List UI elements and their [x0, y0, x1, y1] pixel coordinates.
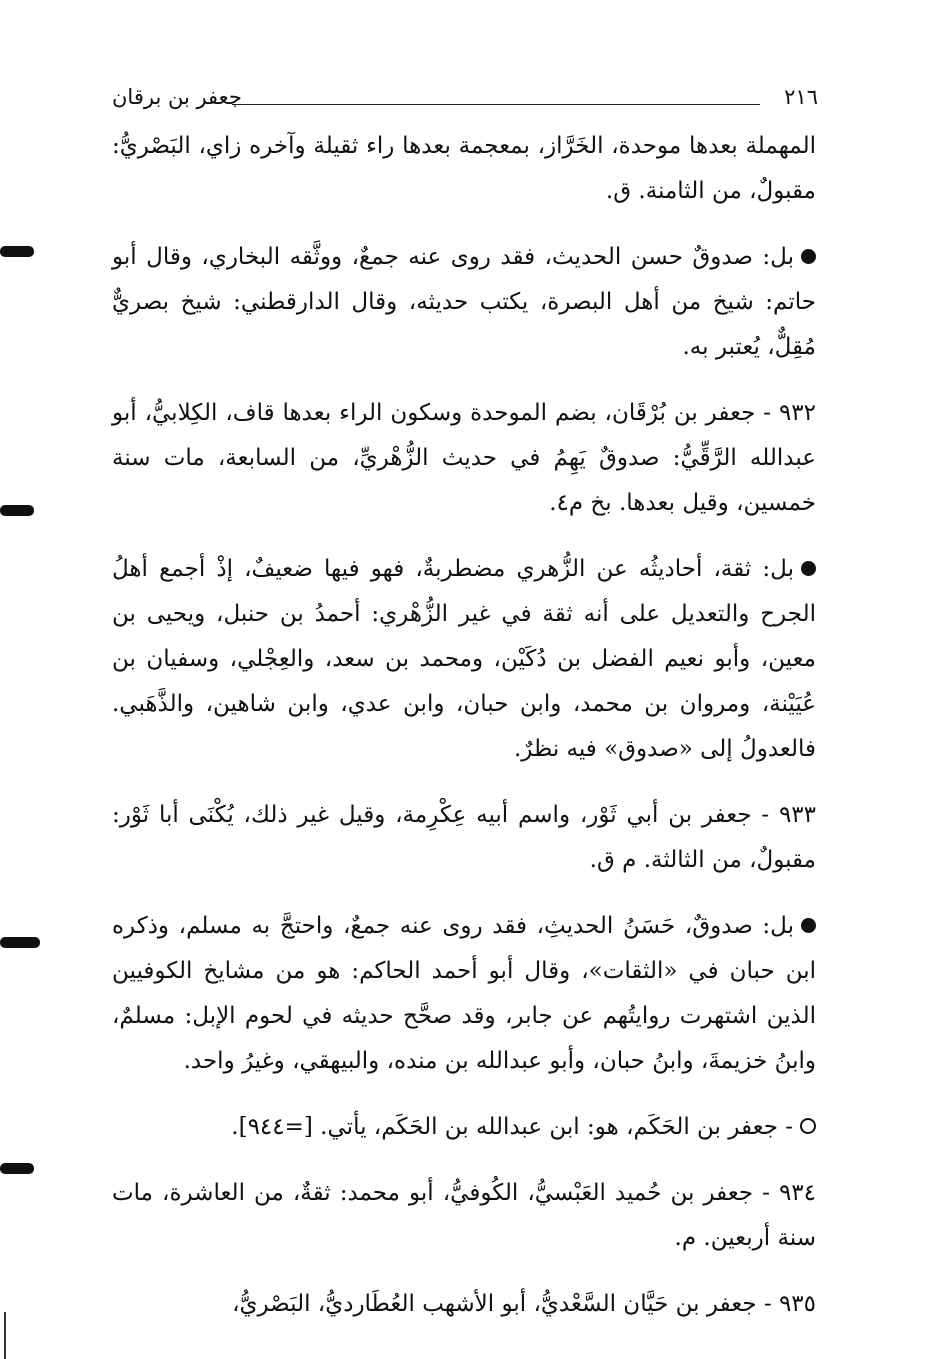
margin-mark: [0, 246, 34, 257]
entry-text: ٩٣٢ - جعفر بن بُرْقَان، بضم الموحدة وسكون الراء بعدها قاف، الكِلابيُّ، أبو عبدالله الرَّقِّيُّ: صدوقٌ يَهِمُ في حديث الزُّهْريِّ، من السابعة، مات سنة خمسين، وقيل بعدها. بخ م٤.: [112, 400, 816, 516]
bullet-icon: [801, 249, 816, 264]
margin-mark: [0, 1163, 34, 1174]
margin-mark: [0, 505, 34, 516]
note-text: بل: صدوقٌ، حَسَنُ الحديثِ، فقد روى عنه جمعٌ، واحتجَّ به مسلم، وذكره ابن حبان في «الثقات»، وقال أبو أحمد الحاكم: هو من مشايخ الكوفيين الذين اشتهرت روايتُهم عن جابر، وقد صحَّح حديثه في لحوم الإبل: مسلمٌ، وابنُ خزيمةَ، وابنُ حبان، وأبو عبدالله بن منده، والبيهقي، وغيرُ واحد.: [112, 913, 816, 1074]
entry-935: [112, 1282, 816, 1327]
page-header: [112, 84, 818, 114]
entry-text: ٩٣٣ - جعفر بن أبي ثَوْر، واسم أبيه عِكْرِمة، وقيل غير ذلك، يُكْنَى أبا ثَوْر: مقبولٌ، من الثالثة. م ق.: [112, 802, 816, 873]
page-body: [112, 124, 816, 1327]
entry-933: [112, 793, 816, 883]
margin-mark: [0, 937, 40, 948]
note-text: بل: صدوقٌ حسن الحديث، فقد روى عنه جمعٌ، ووثَّقه البخاري، وقال أبو حاتم: شيخ من أهل البصرة، يكتب حديثه، وقال الدارقطني: شيخ بصريٌّ مُقِلٌّ، يُعتبر به.: [112, 244, 816, 360]
entry-934: [112, 1171, 816, 1261]
entry-932: [112, 391, 816, 526]
scan-edge-line: [4, 1312, 6, 1359]
entry-text: ٩٣٤ - جعفر بن حُميد العَبْسيُّ، الكُوفيُّ، أبو محمد: ثقةٌ، من العاشرة، مات سنة أربعين. م.: [112, 1180, 816, 1251]
running-title: جعفر بن برقان: [112, 85, 242, 109]
editor-note: [112, 547, 816, 772]
ring-icon: [800, 1118, 816, 1134]
page-number: ٢١٦: [784, 85, 818, 109]
note-text: بل: ثقة، أحاديثُه عن الزُّهري مضطربةٌ، فهو فيها ضعيفٌ، إذْ أجمع أهلُ الجرح والتعديل على أنه ثقة في غير الزُّهْري: أحمدُ بن حنبل، ويحيى بن معين، وأبو نعيم الفضل بن دُكَيْن، ومحمد بن سعد، والعِجْلي، وسفيان بن عُيَيْنة، ومروان بن محمد، وابن حبان، وابن عدي، وابن شاهين، والذَّهَبي. فالعدولُ إلى «صدوق» فيه نظرٌ.: [112, 556, 816, 762]
entry-continuation: [112, 124, 816, 214]
editor-note: [112, 235, 816, 370]
cross-reference: [112, 1105, 816, 1150]
bullet-icon: [801, 561, 816, 576]
editor-note: [112, 904, 816, 1084]
cross-reference-text: - جعفر بن الحَكَم، هو: ابن عبدالله بن الحَكَم، يأتي. [=٩٤٤].: [231, 1114, 793, 1140]
entry-text: ٩٣٥ - جعفر بن حَيَّان السَّعْديُّ، أبو الأشهب العُطَارديُّ، البَصْريُّ،: [232, 1291, 816, 1317]
bullet-icon: [801, 918, 816, 933]
header-rule: [232, 104, 760, 105]
entry-text: المهملة بعدها موحدة، الخَرَّاز، بمعجمة بعدها راء ثقيلة وآخره زاي، البَصْريُّ: مقبولٌ، من الثامنة. ق.: [112, 133, 816, 204]
